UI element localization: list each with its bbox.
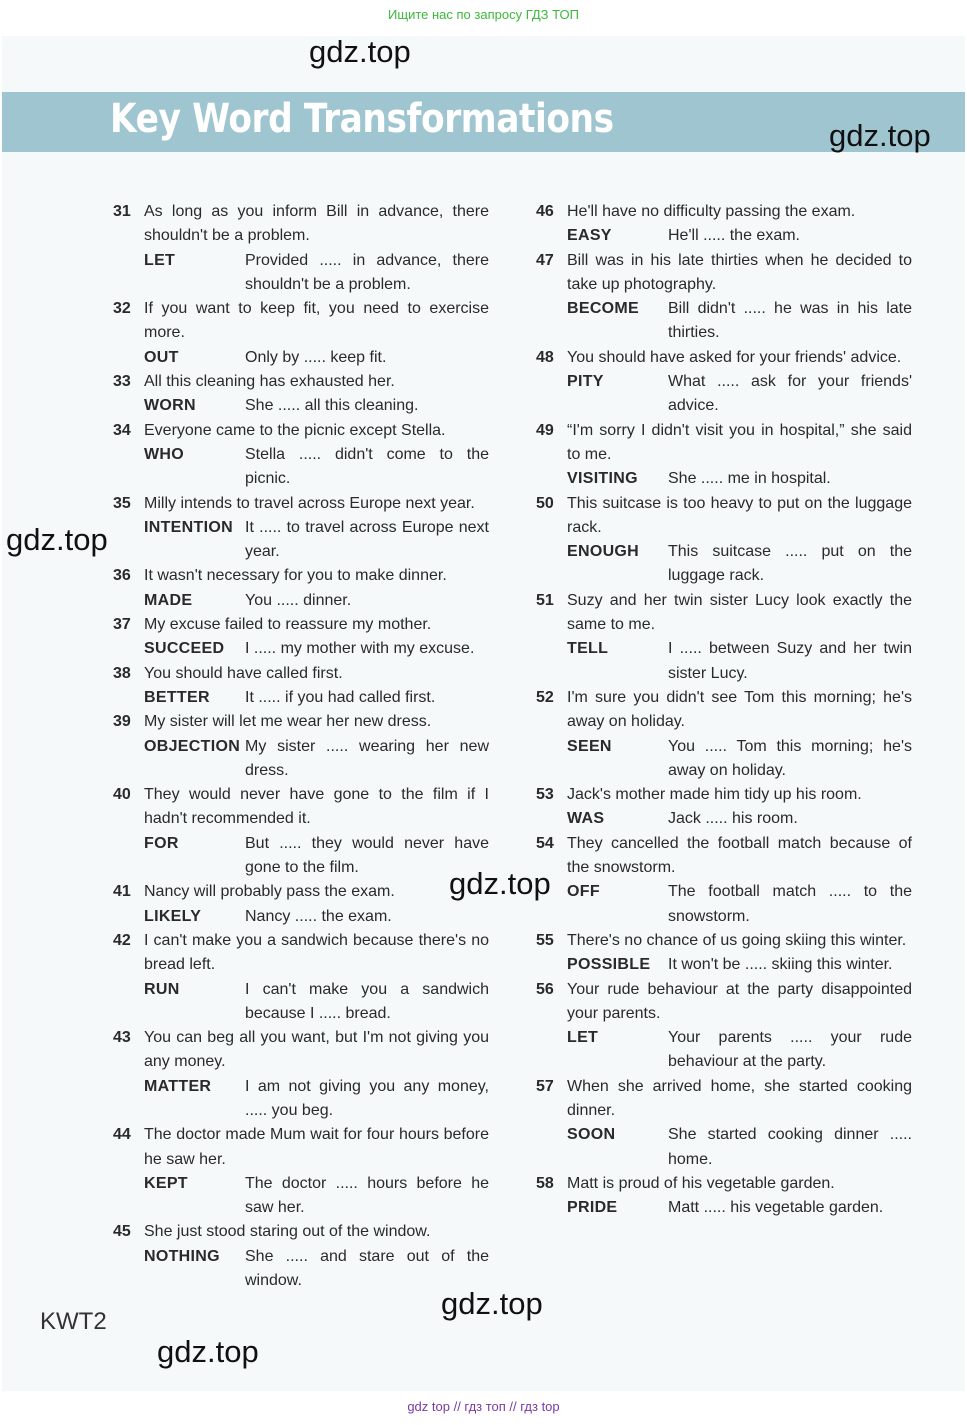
- keyword-row: [113, 346, 489, 370]
- exercise-item: [536, 1075, 912, 1172]
- exercise-item: [536, 978, 912, 1075]
- key-word: EASY: [567, 227, 612, 245]
- exercise-item: [536, 1172, 912, 1221]
- keyword-row: [113, 394, 489, 418]
- keyword-row: [113, 978, 489, 1027]
- watermark: gdz.top: [441, 1286, 543, 1321]
- exercise-sentence-row: [113, 880, 489, 904]
- item-number: 44: [113, 1126, 131, 1144]
- keyword-row: [536, 1123, 912, 1172]
- keyword-row: [113, 443, 489, 492]
- watermark: gdz.top: [309, 34, 411, 69]
- title-banner: [2, 92, 965, 152]
- watermark: gdz.top: [157, 1334, 259, 1369]
- transformed-sentence: He'll ..... the exam.: [668, 227, 800, 245]
- original-sentence: Bill was in his late thirties when he decided to take up photography.: [567, 251, 912, 293]
- transformed-sentence: She started cooking dinner ..... home.: [668, 1126, 912, 1168]
- exercise-item: [113, 564, 489, 613]
- transformed-sentence: You ..... dinner.: [245, 591, 352, 609]
- exercise-sentence-row: [536, 686, 912, 735]
- original-sentence: “I'm sorry I didn't visit you in hospital,” she said to me.: [567, 421, 912, 463]
- transformed-sentence: She ..... me in hospital.: [668, 470, 831, 488]
- exercise-item: [113, 492, 489, 565]
- transformed-sentence: It ..... if you had called first.: [245, 688, 436, 706]
- original-sentence: If you want to keep fit, you need to exercise more.: [144, 300, 489, 342]
- keyword-row: [536, 224, 912, 248]
- key-word: WAS: [567, 810, 605, 828]
- keyword-row: [113, 249, 489, 298]
- exercise-item: [536, 492, 912, 589]
- keyword-row: [536, 735, 912, 784]
- original-sentence: You should have asked for your friends' advice.: [567, 348, 902, 366]
- key-word: LIKELY: [144, 907, 202, 925]
- exercise-item: [113, 1123, 489, 1220]
- transformed-sentence: It won't be ..... skiing this winter.: [668, 956, 893, 974]
- transformed-sentence: The football match ..... to the snowstorm.: [668, 883, 912, 925]
- keyword-row: [113, 905, 489, 929]
- original-sentence: Matt is proud of his vegetable garden.: [567, 1174, 835, 1192]
- exercise-sentence-row: [536, 249, 912, 298]
- transformed-sentence: She ..... all this cleaning.: [245, 397, 419, 415]
- item-number: 53: [536, 786, 554, 804]
- transformed-sentence: Provided ..... in advance, there shouldn't be a problem.: [245, 251, 489, 293]
- original-sentence: You can beg all you want, but I'm not giving you any money.: [144, 1029, 489, 1071]
- keyword-row: [536, 953, 912, 977]
- exercise-sentence-row: [536, 978, 912, 1027]
- original-sentence: You should have called first.: [144, 664, 343, 682]
- transformed-sentence: The doctor ..... hours before he saw her.: [245, 1174, 489, 1217]
- exercise-item: [536, 346, 912, 419]
- exercise-sentence-row: [536, 783, 912, 807]
- item-number: 43: [113, 1029, 131, 1047]
- key-word: BECOME: [567, 300, 640, 318]
- original-sentence: As long as you inform Bill in advance, there shouldn't be a problem.: [144, 203, 489, 245]
- keyword-row: [536, 370, 912, 419]
- item-number: 54: [536, 834, 554, 852]
- key-word: POSSIBLE: [567, 956, 651, 974]
- exercise-item: [113, 662, 489, 711]
- exercise-sentence-row: [113, 419, 489, 443]
- transformed-sentence: Bill didn't ..... he was in his late thirties.: [668, 300, 912, 342]
- key-word: INTENTION: [144, 518, 233, 536]
- key-word: KEPT: [144, 1174, 188, 1192]
- exercise-sentence-row: [113, 613, 489, 637]
- exercise-sentence-row: [536, 419, 912, 468]
- item-number: 37: [113, 616, 131, 634]
- key-word: NOTHING: [144, 1247, 220, 1265]
- transformed-sentence: I ..... between Suzy and her twin sister Lucy.: [668, 640, 912, 682]
- key-word: PITY: [567, 373, 604, 391]
- keyword-row: [113, 686, 489, 710]
- key-word: OFF: [567, 883, 600, 901]
- exercise-item: [113, 613, 489, 662]
- item-number: 32: [113, 300, 131, 318]
- item-number: 45: [113, 1223, 131, 1241]
- original-sentence: The doctor made Mum wait for four hours before he saw her.: [144, 1126, 489, 1168]
- exercise-sentence-row: [536, 200, 912, 224]
- item-number: 55: [536, 931, 554, 949]
- original-sentence: Your rude behaviour at the party disappointed your parents.: [567, 980, 912, 1022]
- exercise-sentence-row: [536, 1172, 912, 1196]
- exercise-sentence-row: [113, 1026, 489, 1075]
- bottom-links: gdz top // гдз топ // гдз top: [407, 1399, 560, 1414]
- exercise-item: [536, 419, 912, 492]
- item-number: 56: [536, 980, 554, 998]
- keyword-row: [536, 467, 912, 491]
- transformed-sentence: I can't make you a sandwich because I ..... bread.: [245, 980, 489, 1022]
- exercise-item: [113, 880, 489, 929]
- item-number: 58: [536, 1174, 554, 1192]
- right-column: [536, 200, 912, 1220]
- keyword-row: [113, 637, 489, 661]
- item-number: 36: [113, 567, 131, 585]
- original-sentence: Nancy will probably pass the exam.: [144, 883, 395, 901]
- exercise-sentence-row: [113, 929, 489, 978]
- key-word: SOON: [567, 1126, 616, 1144]
- transformed-sentence: What ..... ask for your friends' advice.: [668, 373, 912, 415]
- transformed-sentence: I am not giving you any money, ..... you beg.: [245, 1077, 489, 1119]
- exercise-item: [536, 832, 912, 929]
- keyword-row: [113, 516, 489, 565]
- exercise-item: [113, 929, 489, 1026]
- keyword-row: [113, 832, 489, 881]
- key-word: WHO: [144, 445, 185, 463]
- exercise-sentence-row: [536, 832, 912, 881]
- key-word: LET: [144, 251, 176, 269]
- item-number: 48: [536, 348, 554, 366]
- exercise-item: [536, 783, 912, 832]
- original-sentence: Jack's mother made him tidy up his room.: [567, 786, 862, 804]
- keyword-row: [536, 297, 912, 346]
- exercise-sentence-row: [113, 492, 489, 516]
- exercise-item: [113, 1026, 489, 1123]
- original-sentence: My excuse failed to reassure my mother.: [144, 616, 432, 634]
- exercise-sentence-row: [536, 492, 912, 541]
- key-word: MADE: [144, 591, 193, 609]
- exercise-sentence-row: [113, 370, 489, 394]
- exercise-sentence-row: [113, 297, 489, 346]
- key-word: WORN: [144, 397, 196, 415]
- original-sentence: When she arrived home, she started cooking dinner.: [567, 1077, 912, 1119]
- keyword-row: [113, 1075, 489, 1124]
- original-sentence: It wasn't necessary for you to make dinner.: [144, 567, 447, 585]
- item-number: 49: [536, 421, 554, 439]
- item-number: 33: [113, 373, 131, 391]
- item-number: 51: [536, 591, 554, 609]
- keyword-row: [113, 1245, 489, 1294]
- keyword-row: [536, 540, 912, 589]
- top-search-note: Ищите нас по запросу ГДЗ ТОП: [388, 7, 579, 22]
- exercise-item: [536, 249, 912, 346]
- transformed-sentence: My sister ..... wearing her new dress.: [245, 737, 489, 779]
- exercise-item: [113, 783, 489, 880]
- key-word: TELL: [567, 640, 609, 658]
- key-word: BETTER: [144, 688, 210, 706]
- left-column: [113, 200, 489, 1293]
- transformed-sentence: But ..... they would never have gone to the film.: [245, 834, 489, 877]
- exercise-item: [536, 929, 912, 978]
- item-number: 35: [113, 494, 131, 512]
- key-word: VISITING: [567, 470, 638, 488]
- original-sentence: Everyone came to the picnic except Stella.: [144, 421, 446, 439]
- transformed-sentence: This suitcase ..... put on the luggage rack.: [668, 543, 912, 585]
- exercise-item: [113, 710, 489, 783]
- key-word: LET: [567, 1029, 599, 1047]
- exercise-item: [536, 200, 912, 249]
- item-number: 34: [113, 421, 131, 439]
- key-word: OBJECTION: [144, 737, 241, 755]
- transformed-sentence: Nancy ..... the exam.: [245, 907, 392, 925]
- key-word: RUN: [144, 980, 180, 998]
- exercise-sentence-row: [113, 1123, 489, 1172]
- exercise-sentence-row: [113, 200, 489, 249]
- keyword-row: [113, 589, 489, 613]
- item-number: 41: [113, 883, 131, 901]
- transformed-sentence: You ..... Tom this morning; he's away on holiday.: [668, 737, 912, 779]
- exercise-item: [536, 589, 912, 686]
- item-number: 39: [113, 713, 131, 731]
- exercise-sentence-row: [536, 929, 912, 953]
- original-sentence: My sister will let me wear her new dress.: [144, 713, 432, 731]
- watermark: gdz.top: [6, 522, 108, 557]
- keyword-row: [536, 880, 912, 929]
- key-word: OUT: [144, 348, 179, 366]
- original-sentence: She just stood staring out of the window.: [144, 1223, 431, 1241]
- watermark: gdz.top: [829, 118, 931, 153]
- exercise-sentence-row: [536, 346, 912, 370]
- exercise-sentence-row: [113, 783, 489, 832]
- key-word: SUCCEED: [144, 640, 225, 658]
- original-sentence: They cancelled the football match because of the snowstorm.: [567, 834, 912, 877]
- exercise-sentence-row: [113, 662, 489, 686]
- exercise-item: [113, 297, 489, 370]
- item-number: 47: [536, 251, 554, 269]
- exercise-item: [113, 1220, 489, 1293]
- exercise-sentence-row: [536, 1075, 912, 1124]
- keyword-row: [113, 735, 489, 784]
- keyword-row: [536, 1026, 912, 1075]
- keyword-row: [536, 807, 912, 831]
- original-sentence: I can't make you a sandwich because there's no bread left.: [144, 931, 489, 974]
- exercise-sentence-row: [113, 564, 489, 588]
- transformed-sentence: Only by ..... keep fit.: [245, 348, 387, 366]
- item-number: 31: [113, 203, 131, 220]
- exercise-sentence-row: [113, 1220, 489, 1244]
- exercise-item: [536, 686, 912, 783]
- transformed-sentence: Jack ..... his room.: [668, 810, 798, 828]
- exercise-item: [113, 370, 489, 419]
- original-sentence: This suitcase is too heavy to put on the luggage rack.: [567, 494, 912, 536]
- footer-code: KWT2: [40, 1308, 107, 1335]
- original-sentence: He'll have no difficulty passing the exam.: [567, 203, 856, 220]
- original-sentence: I'm sure you didn't see Tom this morning; he's away on holiday.: [567, 688, 912, 731]
- original-sentence: All this cleaning has exhausted her.: [144, 373, 395, 391]
- watermark: gdz.top: [449, 866, 551, 901]
- keyword-row: [536, 1196, 912, 1220]
- item-number: 57: [536, 1077, 554, 1095]
- exercise-item: [113, 419, 489, 492]
- exercise-item: [113, 200, 489, 297]
- key-word: MATTER: [144, 1077, 212, 1095]
- item-number: 50: [536, 494, 554, 512]
- exercise-sentence-row: [536, 589, 912, 638]
- transformed-sentence: It ..... to travel across Europe next year.: [245, 518, 489, 561]
- transformed-sentence: Matt ..... his vegetable garden.: [668, 1199, 884, 1217]
- transformed-sentence: She ..... and stare out of the window.: [245, 1247, 489, 1290]
- original-sentence: Milly intends to travel across Europe next year.: [144, 494, 475, 512]
- item-number: 42: [113, 931, 131, 949]
- item-number: 38: [113, 664, 131, 682]
- key-word: PRIDE: [567, 1199, 618, 1217]
- transformed-sentence: Your parents ..... your rude behaviour at the party.: [668, 1029, 912, 1071]
- page-title: Key Word Transformations: [110, 96, 614, 142]
- item-number: 40: [113, 786, 131, 804]
- original-sentence: There's no chance of us going skiing this winter.: [567, 931, 907, 949]
- item-number: 46: [536, 203, 554, 220]
- key-word: FOR: [144, 834, 179, 852]
- original-sentence: Suzy and her twin sister Lucy look exactly the same to me.: [567, 591, 912, 634]
- transformed-sentence: I ..... my mother with my excuse.: [245, 640, 475, 658]
- item-number: 52: [536, 688, 554, 706]
- original-sentence: They would never have gone to the film if I hadn't recommended it.: [144, 786, 489, 828]
- transformed-sentence: Stella ..... didn't come to the picnic.: [245, 445, 489, 488]
- keyword-row: [536, 637, 912, 686]
- key-word: SEEN: [567, 737, 612, 755]
- exercise-sentence-row: [113, 710, 489, 734]
- keyword-row: [113, 1172, 489, 1221]
- key-word: ENOUGH: [567, 543, 640, 561]
